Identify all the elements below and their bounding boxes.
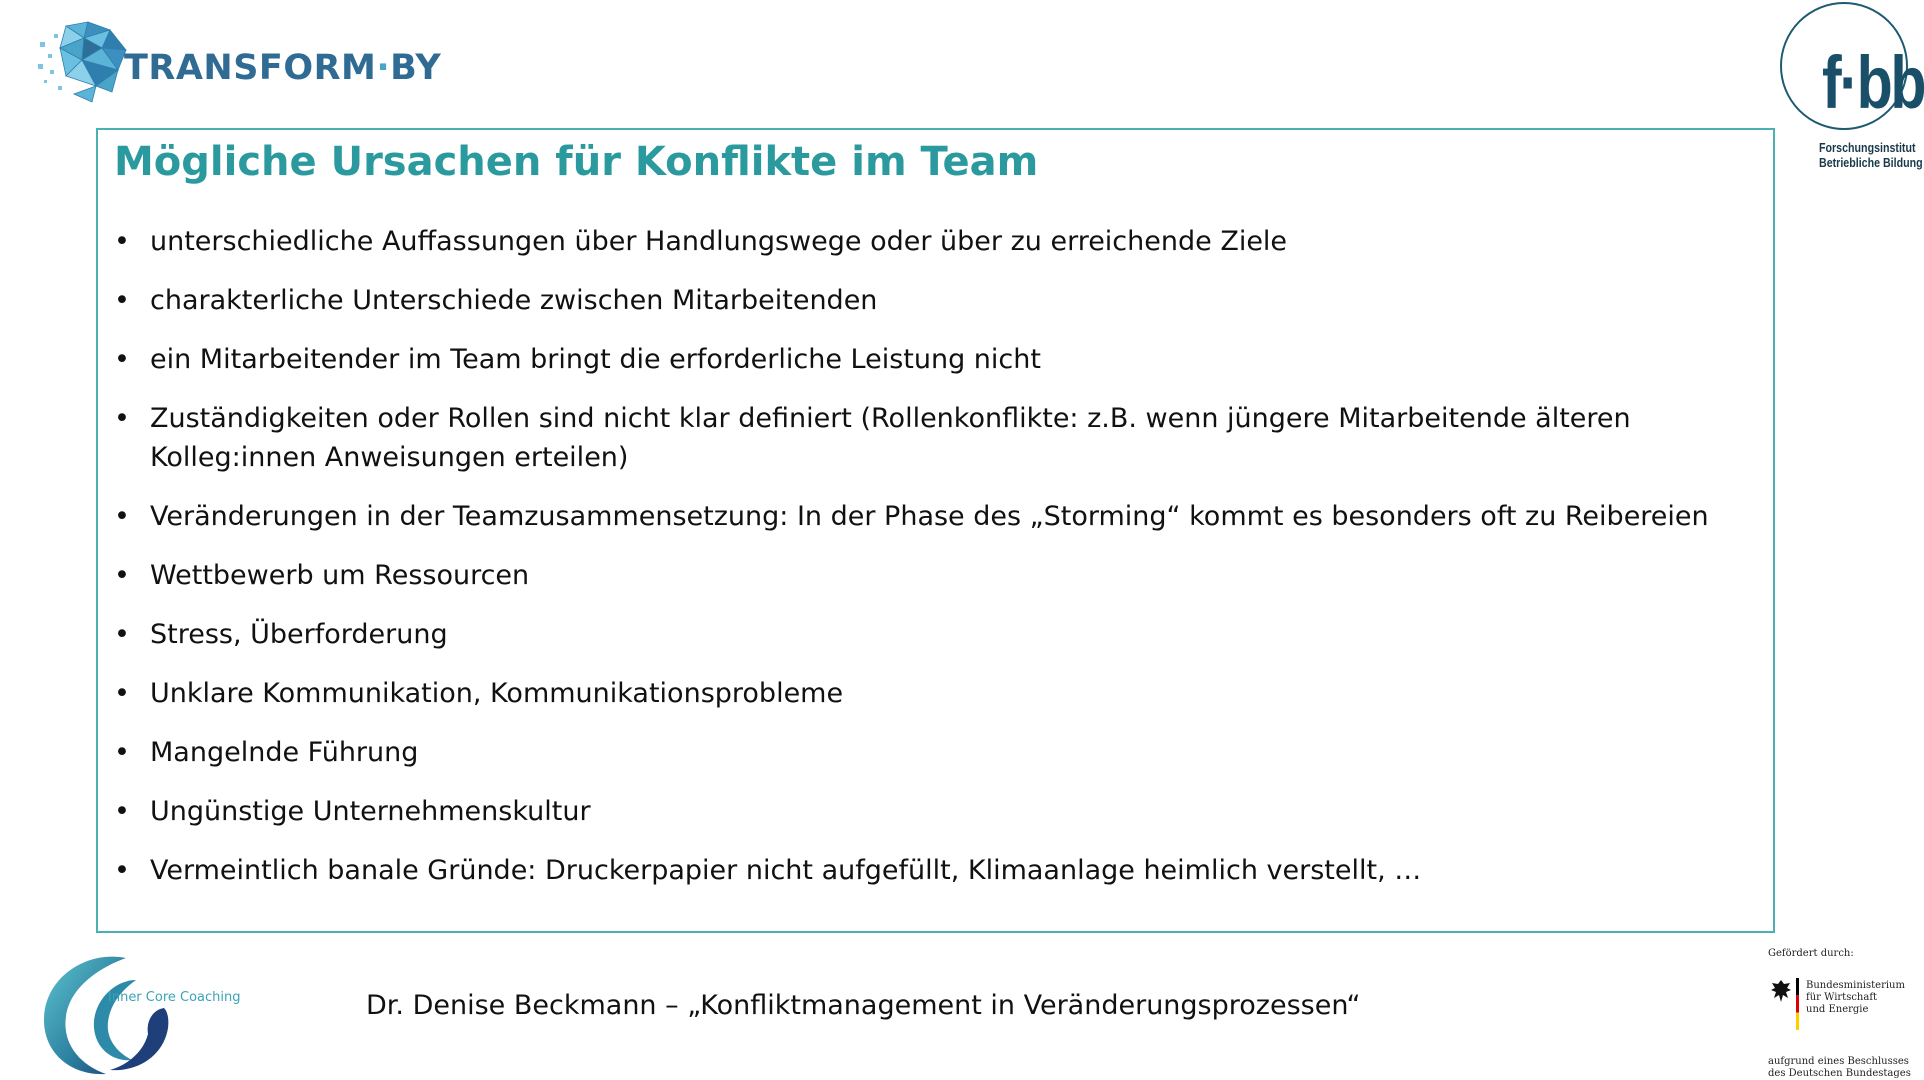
- content-frame: [96, 128, 1775, 933]
- list-item-text: Stress, Überforderung: [150, 619, 448, 650]
- bullet-icon: •: [114, 855, 130, 886]
- wordmark-main: TRANSFORM: [124, 48, 377, 88]
- list-item: [114, 497, 1754, 536]
- transform-by-wordmark: [124, 48, 441, 88]
- fbb-name-line1: Forschungsinstitut: [1819, 140, 1916, 155]
- bullet-list: [114, 222, 1754, 910]
- network-globe-icon: [36, 20, 136, 104]
- list-item: [114, 792, 1754, 831]
- list-item-text: Mangelnde Führung: [150, 737, 419, 768]
- ministry-name: Bundesministerium für Wirtschaft und Energie: [1806, 980, 1905, 1015]
- bird-wave-icon: [36, 950, 176, 1080]
- bullet-icon: •: [114, 796, 130, 827]
- list-item: [114, 222, 1754, 261]
- german-flag-icon: [1796, 978, 1799, 1030]
- list-item-text: ein Mitarbeitender im Team bringt die erforderliche Leistung nicht: [150, 344, 1041, 375]
- bullet-icon: •: [114, 285, 130, 316]
- list-item-text: Vermeintlich banale Gründe: Druckerpapier nicht aufgefüllt, Klimaanlage heimlich verstellt, …: [150, 855, 1422, 886]
- list-item-text: Zuständigkeiten oder Rollen sind nicht klar definiert (Rollenkonflikte: z.B. wenn jüngere Mitarbeitende älteren Kolleg:innen Anweisungen erteilen): [150, 403, 1631, 473]
- funding-label: Gefördert durch:: [1768, 948, 1854, 959]
- fbb-logo: [1777, 2, 1924, 172]
- fbb-circle: [1780, 2, 1924, 130]
- list-item: [114, 281, 1754, 320]
- wordmark-dot: ·: [376, 48, 391, 88]
- list-item: [114, 615, 1754, 654]
- bullet-icon: •: [114, 226, 130, 257]
- list-item: [114, 556, 1754, 595]
- coaching-logo-text: Inner Core Coaching: [108, 990, 241, 1005]
- funding-basis: aufgrund eines Beschlusses des Deutschen Bundestages: [1768, 1056, 1911, 1079]
- fbb-name-line2: Betriebliche Bildung: [1819, 155, 1923, 170]
- bullet-icon: •: [114, 619, 130, 650]
- bullet-icon: •: [114, 403, 130, 434]
- funding-notice: [1768, 948, 1918, 1078]
- bullet-icon: •: [114, 501, 130, 532]
- bullet-icon: •: [114, 678, 130, 709]
- transform-by-logo: [36, 20, 442, 110]
- list-item: [114, 851, 1754, 890]
- list-item-text: unterschiedliche Auffassungen über Handlungswege oder über zu erreichende Ziele: [150, 226, 1288, 257]
- federal-eagle-icon: [1770, 978, 1792, 1004]
- fbb-institute-name: [1819, 140, 1923, 170]
- bullet-icon: •: [114, 344, 130, 375]
- list-item-text: Unklare Kommunikation, Kommunikationsprobleme: [150, 678, 844, 709]
- list-item: [114, 340, 1754, 379]
- list-item: [114, 399, 1754, 477]
- slide-title: Mögliche Ursachen für Konflikte im Team: [114, 139, 1039, 185]
- list-item-text: Ungünstige Unternehmenskultur: [150, 796, 591, 827]
- presentation-credit: Dr. Denise Beckmann – „Konfliktmanagement in Veränderungsprozessen“: [366, 990, 1361, 1021]
- list-item-text: Veränderungen in der Teamzusammensetzung: In der Phase des „Storming“ kommt es besonders oft zu Reibereien: [150, 501, 1709, 532]
- wordmark-suffix: BY: [390, 48, 442, 88]
- list-item: [114, 674, 1754, 713]
- bullet-icon: •: [114, 737, 130, 768]
- list-item-text: charakterliche Unterschiede zwischen Mitarbeitenden: [150, 285, 878, 316]
- fbb-mark: f·bb: [1822, 41, 1924, 124]
- bullet-icon: •: [114, 560, 130, 591]
- inner-core-coaching-logo: [36, 950, 246, 1080]
- list-item: [114, 733, 1754, 772]
- list-item-text: Wettbewerb um Ressourcen: [150, 560, 530, 591]
